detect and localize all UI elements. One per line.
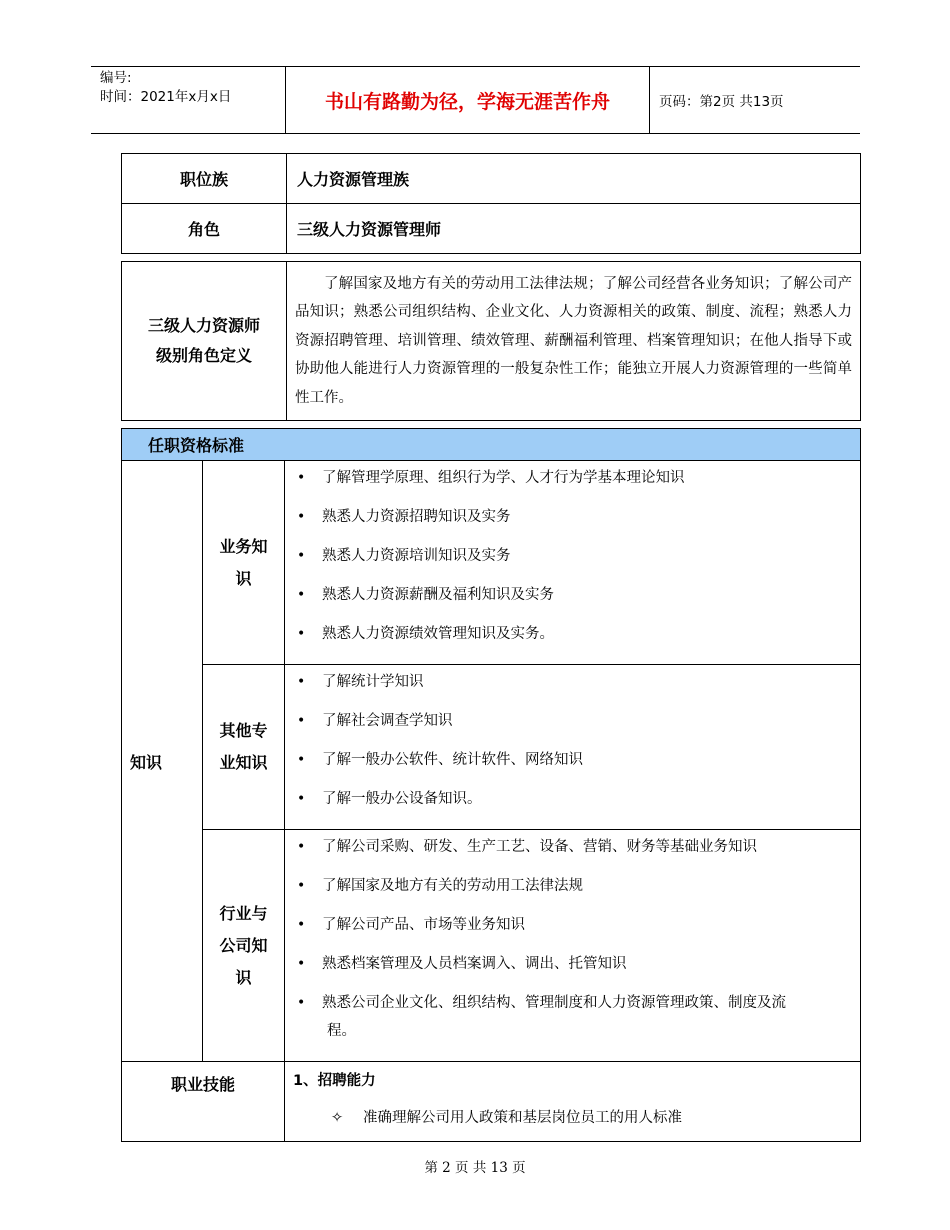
section-label-line: 识	[235, 568, 252, 588]
skills-heading: 1、招聘能力	[293, 1073, 376, 1089]
page-footer: 第 2 页 共 13 页	[424, 1160, 526, 1176]
list-item: • 熟悉公司企业文化、组织结构、管理制度和人力资源管理政策、制度及流 程。	[297, 995, 786, 1039]
bullet-icon: •	[297, 839, 306, 855]
family-label: 职位族	[122, 154, 287, 204]
skills-item	[293, 1108, 852, 1128]
skills-label: 职业技能	[122, 1062, 285, 1142]
section-label-line: 行业与	[219, 903, 268, 923]
bullet-icon: •	[297, 917, 306, 933]
bullet-icon: •	[297, 674, 306, 690]
bullet-icon: •	[297, 548, 306, 564]
motto: 书山有路勤为径，学海无涯苦作舟	[324, 90, 610, 113]
list-item: • 了解国家及地方有关的劳动用工法律法规	[297, 878, 583, 894]
bullet-icon: •	[297, 752, 306, 768]
definition-label	[122, 262, 287, 421]
time-label: 时间：2021年x月x日	[100, 89, 232, 105]
section-label-line: 公司知	[219, 935, 268, 955]
list-item: • 熟悉人力资源薪酬及福利知识及实务	[297, 587, 554, 603]
qualification-table	[121, 428, 861, 1142]
role-label: 角色	[122, 204, 287, 254]
list-item: • 了解社会调查学知识	[297, 713, 453, 729]
page-number-label: 页码：第2页 共13页	[659, 94, 784, 110]
section-label-business	[203, 461, 285, 665]
list-item: • 熟悉人力资源培训知识及实务	[297, 548, 511, 564]
definition-label-line2: 级别角色定义	[155, 346, 252, 365]
list-item: • 了解公司采购、研发、生产工艺、设备、营销、财务等基础业务知识	[297, 839, 757, 855]
section-label-professional	[203, 665, 285, 830]
bullet-icon: •	[297, 878, 306, 894]
definition-label-line1: 三级人力资源师	[147, 316, 260, 335]
divider	[649, 67, 650, 133]
section-list-business	[285, 461, 861, 665]
qualification-title: 任职资格标准	[122, 429, 861, 461]
position-table	[121, 153, 861, 254]
section-label-line: 业知识	[219, 753, 268, 772]
knowledge-label: 知识	[122, 461, 203, 1062]
section-label-line: 识	[235, 967, 252, 987]
skills-content	[285, 1062, 861, 1142]
section-label-line: 业务知	[219, 536, 268, 556]
skills-item-text: 准确理解公司用人政策和基层岗位员工的用人标准	[363, 1110, 682, 1126]
code-label: 编号:	[100, 70, 132, 86]
list-item: • 了解一般办公软件、统计软件、网络知识	[297, 752, 583, 768]
bullet-icon: •	[297, 626, 306, 642]
list-item: • 熟悉人力资源招聘知识及实务	[297, 509, 511, 525]
list-item: • 了解一般办公设备知识。	[297, 791, 482, 807]
role-value: 三级人力资源管理师	[287, 204, 861, 254]
bullet-icon: •	[297, 509, 306, 525]
family-value: 人力资源管理族	[287, 154, 861, 204]
list-item: • 了解管理学原理、组织行为学、人才行为学基本理论知识	[297, 470, 685, 486]
section-list-industry	[285, 830, 861, 1062]
list-item: • 熟悉人力资源绩效管理知识及实务。	[297, 626, 554, 642]
bullet-icon: •	[297, 956, 306, 972]
list-item: • 了解统计学知识	[297, 674, 424, 690]
bullet-icon: •	[297, 587, 306, 603]
bullet-icon: •	[297, 713, 306, 729]
diamond-icon: ✧	[331, 1110, 344, 1126]
section-label-industry	[203, 830, 285, 1062]
list-item: • 熟悉档案管理及人员档案调入、调出、托管知识	[297, 956, 627, 972]
definition-table	[121, 261, 861, 421]
page-header	[91, 66, 860, 134]
section-list-professional	[285, 665, 861, 830]
list-item: • 了解公司产品、市场等业务知识	[297, 917, 525, 933]
bullet-icon: •	[297, 791, 306, 807]
bullet-icon: •	[297, 995, 306, 1011]
definition-text: 了解国家及地方有关的劳动用工法律法规；了解公司经营各业务知识；了解公司产品知识；熟悉公司组织结构、企业文化、人力资源相关的政策、制度、流程；熟悉人力资源招聘管理、培训管理、绩效管理、薪酬福利管理、档案管理知识；在他人指导下或协助他人能进行人力资源管理的一般复杂性工作；能独立开展人力资源管理的一些简单性工作。	[287, 262, 861, 421]
bullet-icon: •	[297, 470, 306, 486]
section-label-line: 其他专	[219, 721, 268, 740]
header-left	[100, 69, 286, 107]
